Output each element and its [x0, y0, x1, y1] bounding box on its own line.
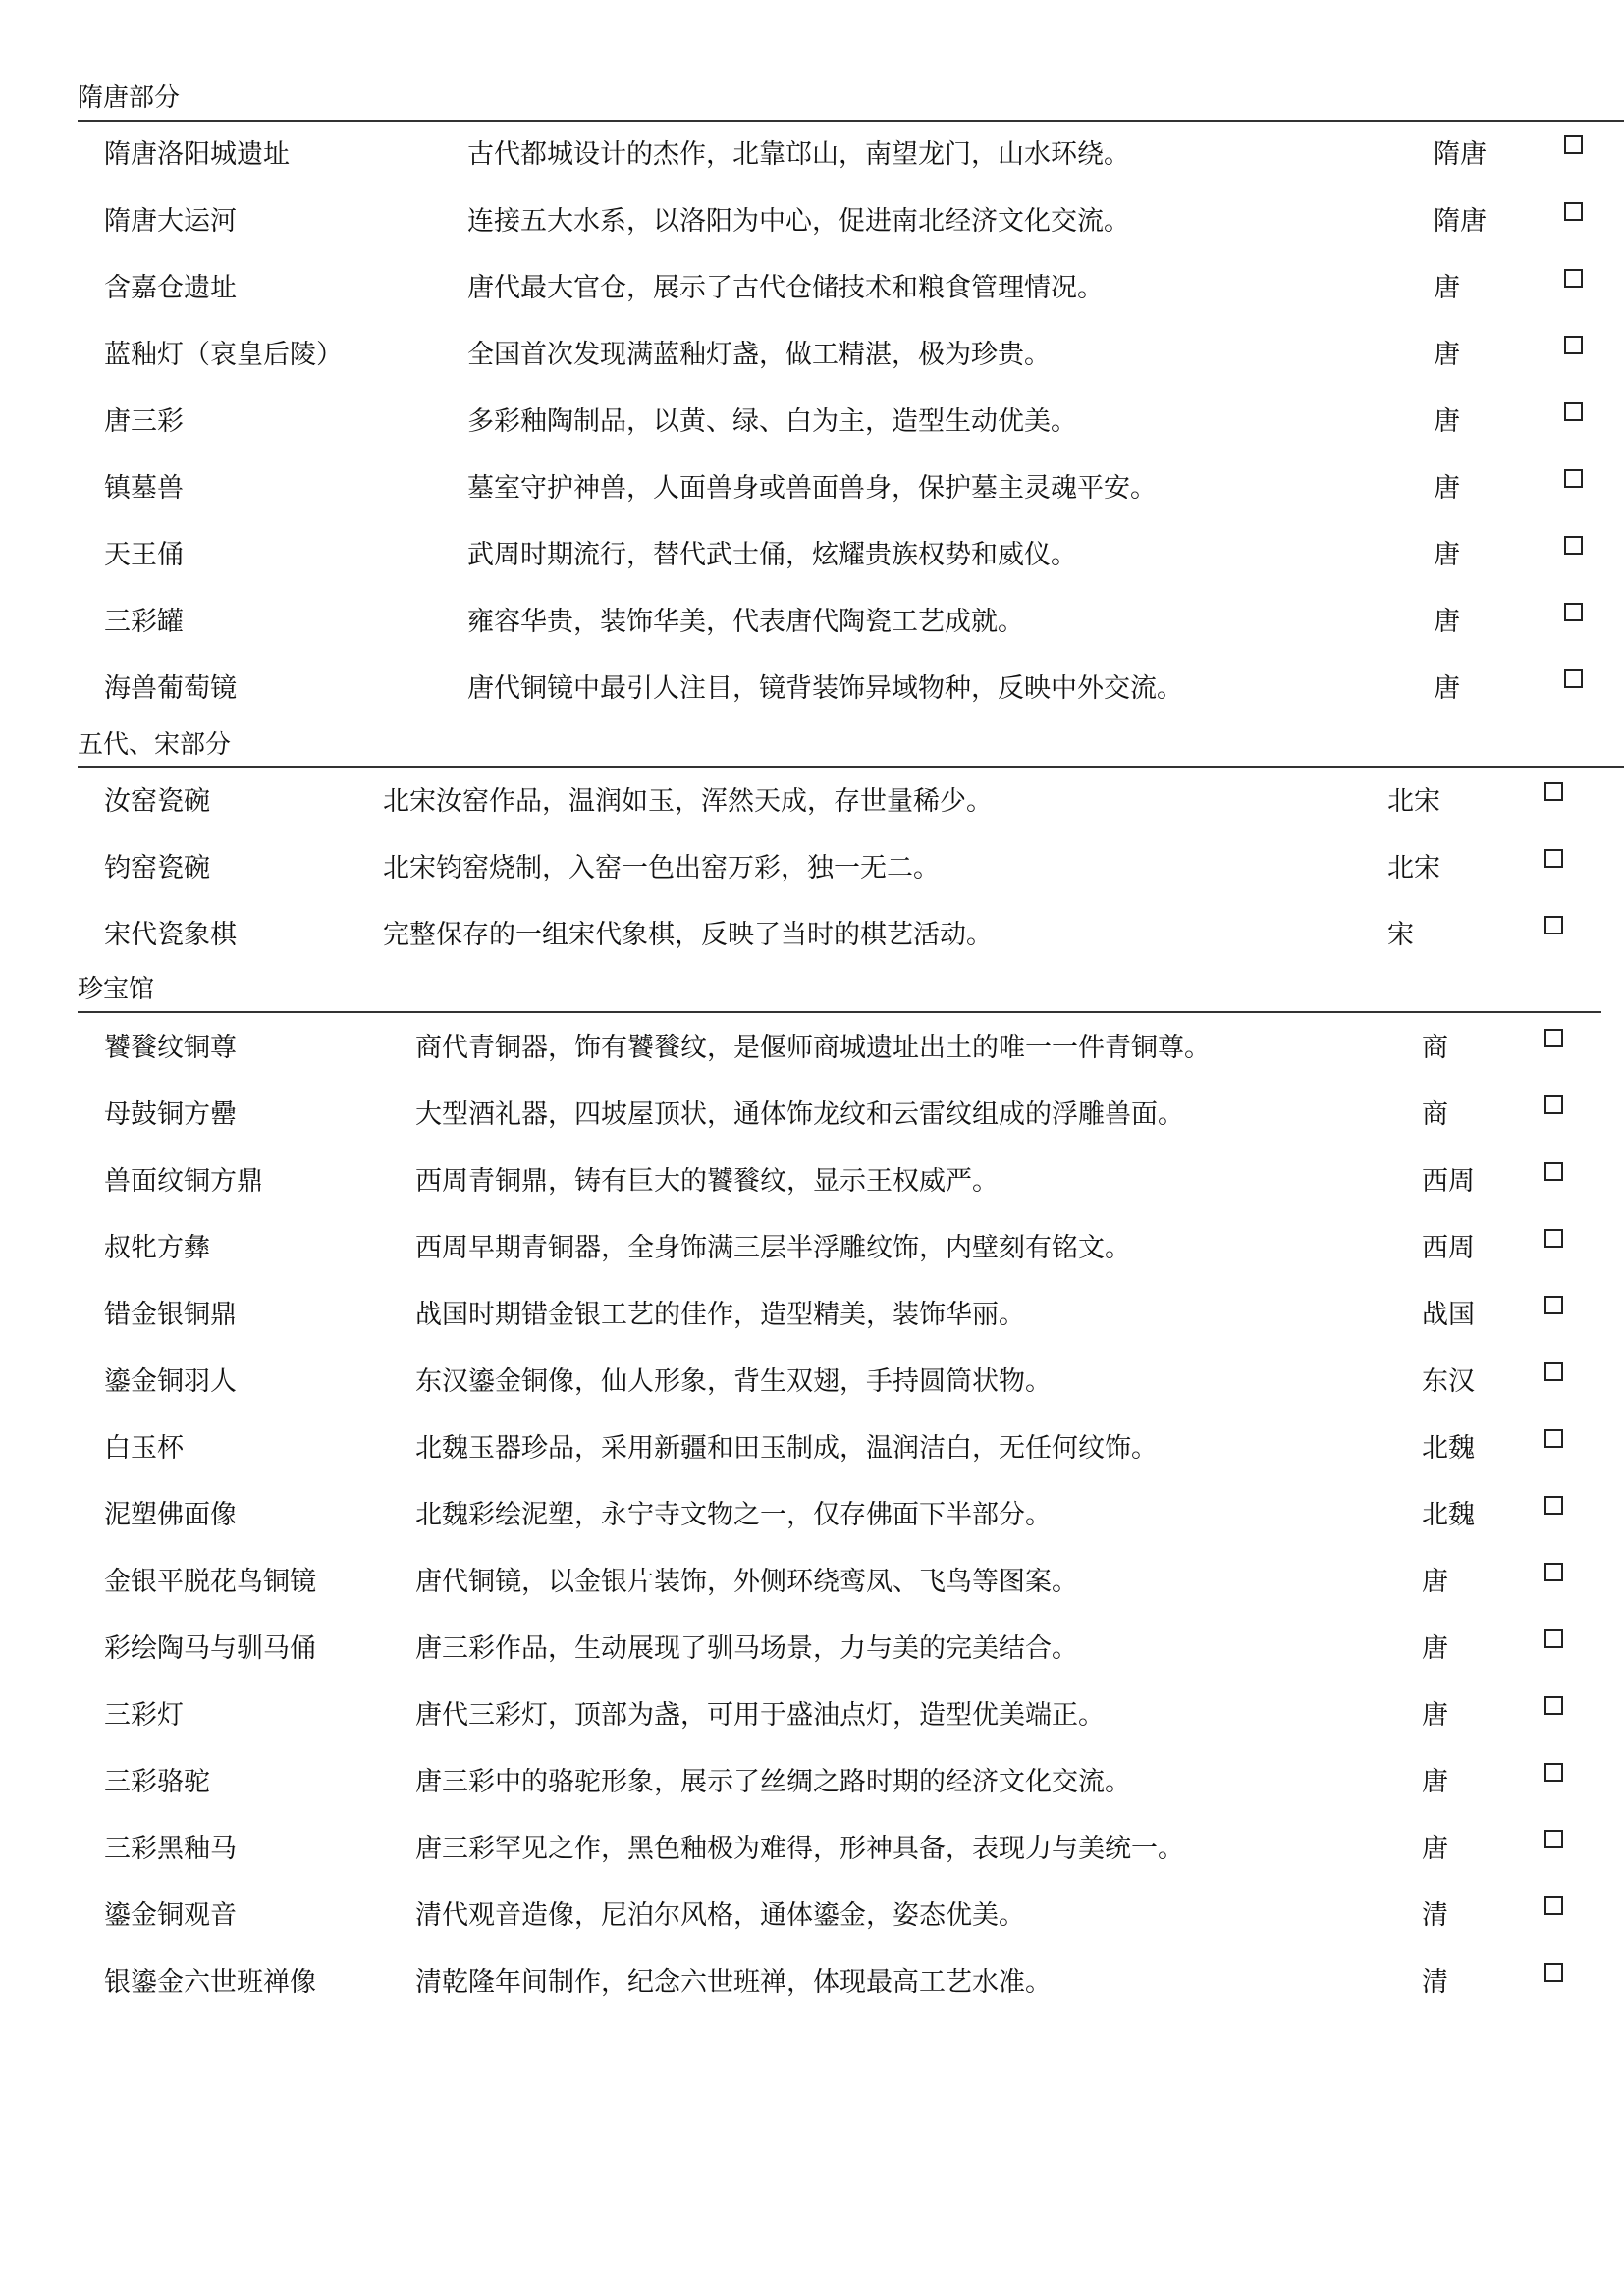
- item-checkbox[interactable]: [1564, 603, 1583, 621]
- item-name: 三彩黑釉马: [104, 1834, 237, 1864]
- item-era: 清: [1422, 1900, 1448, 1931]
- item-checkbox[interactable]: [1544, 1563, 1563, 1581]
- item-era: 北魏: [1422, 1500, 1475, 1530]
- item-era: 唐: [1422, 1633, 1448, 1664]
- item-description: 唐代三彩灯，顶部为盏，可用于盛油点灯，造型优美端正。: [415, 1700, 1105, 1731]
- item-era: 西周: [1422, 1233, 1475, 1263]
- item-name: 银鎏金六世班禅像: [104, 1967, 316, 1998]
- list-item: [0, 469, 1624, 508]
- item-checkbox[interactable]: [1564, 269, 1583, 288]
- list-item: [0, 1763, 1624, 1802]
- item-era: 商: [1422, 1099, 1448, 1130]
- item-era: 唐: [1434, 540, 1460, 570]
- item-checkbox[interactable]: [1544, 1296, 1563, 1314]
- item-era: 唐: [1422, 1700, 1448, 1731]
- list-item: [0, 849, 1624, 888]
- list-item: [0, 1496, 1624, 1535]
- item-name: 钧窑瓷碗: [104, 853, 210, 883]
- item-name: 彩绘陶马与驯马俑: [104, 1633, 316, 1664]
- item-description: 唐代最大官仓，展示了古代仓储技术和粮食管理情况。: [467, 273, 1104, 303]
- item-era: 商: [1422, 1033, 1448, 1063]
- item-description: 完整保存的一组宋代象棋，反映了当时的棋艺活动。: [383, 920, 993, 950]
- item-name: 母鼓铜方罍: [104, 1099, 237, 1130]
- item-era: 北宋: [1387, 786, 1440, 817]
- section-divider: [78, 120, 1624, 122]
- list-item: [0, 536, 1624, 575]
- list-item: [0, 782, 1624, 822]
- section-title: 五代、宋部分: [78, 730, 232, 760]
- item-era: 唐: [1422, 1834, 1448, 1864]
- list-item: [0, 1296, 1624, 1335]
- item-name: 错金银铜鼎: [104, 1300, 237, 1330]
- item-description: 多彩釉陶制品，以黄、绿、白为主，造型生动优美。: [467, 406, 1077, 437]
- item-description: 唐三彩作品，生动展现了驯马场景，力与美的完美结合。: [415, 1633, 1078, 1664]
- item-description: 唐三彩中的骆驼形象，展示了丝绸之路时期的经济文化交流。: [415, 1767, 1131, 1797]
- item-name: 白玉杯: [104, 1433, 184, 1464]
- list-item: [0, 135, 1624, 175]
- item-era: 北魏: [1422, 1433, 1475, 1464]
- item-era: 唐: [1434, 473, 1460, 504]
- item-name: 隋唐大运河: [104, 206, 237, 237]
- item-name: 唐三彩: [104, 406, 184, 437]
- item-era: 北宋: [1387, 853, 1440, 883]
- item-description: 北魏玉器珍品，采用新疆和田玉制成，温润洁白，无任何纹饰。: [415, 1433, 1158, 1464]
- item-checkbox[interactable]: [1544, 1696, 1563, 1715]
- item-name: 三彩灯: [104, 1700, 184, 1731]
- item-description: 唐代铜镜中最引人注目，镜背装饰异域物种，反映中外交流。: [467, 673, 1183, 704]
- item-name: 天王俑: [104, 540, 184, 570]
- item-name: 兽面纹铜方鼎: [104, 1166, 263, 1197]
- item-name: 宋代瓷象棋: [104, 920, 237, 950]
- item-description: 清乾隆年间制作，纪念六世班禅，体现最高工艺水准。: [415, 1967, 1052, 1998]
- section-title: 隋唐部分: [78, 83, 181, 113]
- item-name: 叔牝方彝: [104, 1233, 210, 1263]
- item-name: 隋唐洛阳城遗址: [104, 139, 290, 170]
- item-checkbox[interactable]: [1544, 1162, 1563, 1181]
- list-item: [0, 1162, 1624, 1201]
- item-description: 北宋汝窑作品，温润如玉，浑然天成，存世量稀少。: [383, 786, 993, 817]
- item-checkbox[interactable]: [1544, 1229, 1563, 1248]
- item-era: 唐: [1422, 1767, 1448, 1797]
- item-name: 海兽葡萄镜: [104, 673, 237, 704]
- item-name: 含嘉仓遗址: [104, 273, 237, 303]
- item-era: 宋: [1387, 920, 1414, 950]
- item-description: 古代都城设计的杰作，北靠邙山，南望龙门，山水环绕。: [467, 139, 1130, 170]
- list-item: [0, 1429, 1624, 1468]
- section-divider: [78, 1011, 1601, 1013]
- list-item: [0, 1696, 1624, 1735]
- item-checkbox[interactable]: [1544, 782, 1563, 801]
- item-checkbox[interactable]: [1544, 849, 1563, 868]
- item-checkbox[interactable]: [1564, 469, 1583, 488]
- list-item: [0, 669, 1624, 709]
- item-name: 镇墓兽: [104, 473, 184, 504]
- item-era: 唐: [1434, 607, 1460, 637]
- item-name: 三彩骆驼: [104, 1767, 210, 1797]
- list-item: [0, 916, 1624, 955]
- item-description: 唐代铜镜，以金银片装饰，外侧环绕鸾凤、飞鸟等图案。: [415, 1567, 1078, 1597]
- item-era: 隋唐: [1434, 206, 1487, 237]
- item-checkbox[interactable]: [1544, 1429, 1563, 1448]
- item-era: 唐: [1434, 273, 1460, 303]
- item-description: 商代青铜器，饰有饕餮纹，是偃师商城遗址出土的唯一一件青铜尊。: [415, 1033, 1211, 1063]
- item-description: 雍容华贵，装饰华美，代表唐代陶瓷工艺成就。: [467, 607, 1024, 637]
- item-checkbox[interactable]: [1544, 1963, 1563, 1982]
- item-description: 大型酒礼器，四坡屋顶状，通体饰龙纹和云雷纹组成的浮雕兽面。: [415, 1099, 1184, 1130]
- item-name: 鎏金铜羽人: [104, 1366, 237, 1397]
- list-item: [0, 1029, 1624, 1068]
- item-description: 东汉鎏金铜像，仙人形象，背生双翅，手持圆筒状物。: [415, 1366, 1052, 1397]
- list-item: [0, 402, 1624, 442]
- item-name: 泥塑佛面像: [104, 1500, 237, 1530]
- item-checkbox[interactable]: [1544, 1496, 1563, 1515]
- item-checkbox[interactable]: [1564, 135, 1583, 154]
- item-checkbox[interactable]: [1564, 402, 1583, 421]
- item-checkbox[interactable]: [1564, 669, 1583, 688]
- list-item: [0, 269, 1624, 308]
- item-era: 唐: [1434, 406, 1460, 437]
- item-checkbox[interactable]: [1544, 1896, 1563, 1915]
- list-item: [0, 336, 1624, 375]
- section-title: 珍宝馆: [78, 975, 155, 1004]
- item-era: 东汉: [1422, 1366, 1475, 1397]
- list-item: [0, 1095, 1624, 1135]
- item-name: 三彩罐: [104, 607, 184, 637]
- list-item: [0, 1830, 1624, 1869]
- list-item: [0, 1629, 1624, 1669]
- item-era: 唐: [1434, 340, 1460, 370]
- item-description: 西周早期青铜器，全身饰满三层半浮雕纹饰，内壁刻有铭文。: [415, 1233, 1131, 1263]
- list-item: [0, 1563, 1624, 1602]
- item-name: 汝窑瓷碗: [104, 786, 210, 817]
- item-description: 清代观音造像，尼泊尔风格，通体鎏金，姿态优美。: [415, 1900, 1025, 1931]
- item-checkbox[interactable]: [1544, 1629, 1563, 1648]
- item-description: 唐三彩罕见之作，黑色釉极为难得，形神具备，表现力与美统一。: [415, 1834, 1184, 1864]
- item-name: 饕餮纹铜尊: [104, 1033, 237, 1063]
- item-checkbox[interactable]: [1564, 336, 1583, 354]
- item-description: 武周时期流行，替代武士俑，炫耀贵族权势和威仪。: [467, 540, 1077, 570]
- list-item: [0, 1963, 1624, 2002]
- item-checkbox[interactable]: [1544, 1095, 1563, 1114]
- list-item: [0, 603, 1624, 642]
- item-name: 鎏金铜观音: [104, 1900, 237, 1931]
- list-item: [0, 202, 1624, 241]
- item-era: 战国: [1422, 1300, 1475, 1330]
- item-era: 隋唐: [1434, 139, 1487, 170]
- item-checkbox[interactable]: [1544, 916, 1563, 934]
- item-name: 蓝釉灯（哀皇后陵）: [104, 340, 343, 370]
- item-era: 西周: [1422, 1166, 1475, 1197]
- item-checkbox[interactable]: [1544, 1029, 1563, 1047]
- list-item: [0, 1896, 1624, 1936]
- item-description: 连接五大水系，以洛阳为中心，促进南北经济文化交流。: [467, 206, 1130, 237]
- item-description: 战国时期错金银工艺的佳作，造型精美，装饰华丽。: [415, 1300, 1025, 1330]
- item-checkbox[interactable]: [1544, 1362, 1563, 1381]
- item-description: 墓室守护神兽，人面兽身或兽面兽身，保护墓主灵魂平安。: [467, 473, 1157, 504]
- item-description: 全国首次发现满蓝釉灯盏，做工精湛，极为珍贵。: [467, 340, 1051, 370]
- item-era: 唐: [1422, 1567, 1448, 1597]
- item-checkbox[interactable]: [1544, 1763, 1563, 1782]
- item-name: 金银平脱花鸟铜镜: [104, 1567, 316, 1597]
- item-era: 唐: [1434, 673, 1460, 704]
- item-description: 北宋钧窑烧制，入窑一色出窑万彩，独一无二。: [383, 853, 940, 883]
- list-item: [0, 1229, 1624, 1268]
- item-checkbox[interactable]: [1544, 1830, 1563, 1848]
- item-checkbox[interactable]: [1564, 202, 1583, 221]
- section-divider: [78, 766, 1624, 768]
- item-checkbox[interactable]: [1564, 536, 1583, 555]
- item-description: 北魏彩绘泥塑，永宁寺文物之一，仅存佛面下半部分。: [415, 1500, 1052, 1530]
- item-description: 西周青铜鼎，铸有巨大的饕餮纹，显示王权威严。: [415, 1166, 999, 1197]
- item-era: 清: [1422, 1967, 1448, 1998]
- list-item: [0, 1362, 1624, 1402]
